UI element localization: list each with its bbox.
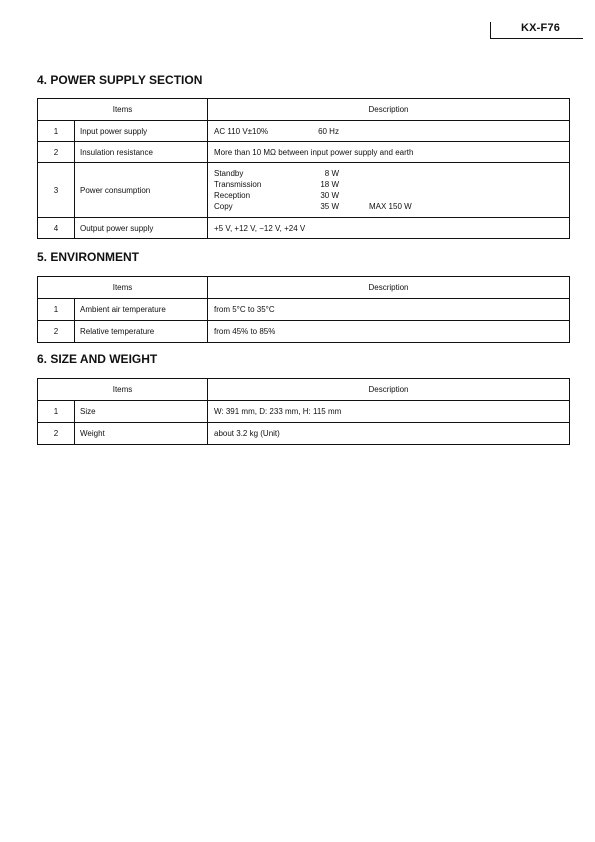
table-row xyxy=(38,218,570,239)
pc-value: 35 W xyxy=(320,202,339,211)
row-item: Weight xyxy=(75,423,208,445)
row-number: 3 xyxy=(38,163,75,218)
power-consumption-list xyxy=(214,167,569,213)
row-item: Size xyxy=(75,401,208,423)
row-item: Output power supply xyxy=(75,218,208,239)
pc-extra xyxy=(339,168,414,179)
col-header-items: Items xyxy=(38,277,208,299)
row-number: 4 xyxy=(38,218,75,239)
row-description: from 45% to 85% xyxy=(208,321,570,343)
pc-label: Reception xyxy=(214,191,251,200)
row-item: Relative temperature xyxy=(75,321,208,343)
power-supply-table xyxy=(37,98,570,239)
row-number: 1 xyxy=(38,401,75,423)
model-number: KX-F76 xyxy=(521,22,561,34)
row-description xyxy=(208,121,570,142)
row-description: W: 391 mm, D: 233 mm, H: 115 mm xyxy=(208,401,570,423)
col-header-items: Items xyxy=(38,99,208,121)
pc-value: 18 W xyxy=(320,180,339,189)
environment-table xyxy=(37,276,570,343)
row-number: 1 xyxy=(38,121,75,142)
pc-label: Copy xyxy=(214,202,233,211)
pc-extra xyxy=(339,190,414,201)
table-row xyxy=(38,401,570,423)
col-header-description: Description xyxy=(208,379,570,401)
row-description: +5 V, +12 V, −12 V, +24 V xyxy=(208,218,570,239)
row-number: 2 xyxy=(38,423,75,445)
table-row xyxy=(38,321,570,343)
pc-label: Standby xyxy=(214,169,244,178)
pc-value: 8 W xyxy=(324,169,339,178)
pc-label: Transmission xyxy=(214,180,262,189)
table-header-row xyxy=(38,99,570,121)
pc-max: MAX 150 W xyxy=(369,202,412,211)
size-weight-table xyxy=(37,378,570,445)
row-number: 2 xyxy=(38,142,75,163)
row-item: Power consumption xyxy=(75,163,208,218)
section-title-power: 4. POWER SUPPLY SECTION xyxy=(37,73,203,87)
desc-voltage: AC 110 V±10% xyxy=(214,126,269,136)
table-header-row xyxy=(38,277,570,299)
row-item: Input power supply xyxy=(75,121,208,142)
row-description: about 3.2 kg (Unit) xyxy=(208,423,570,445)
table-row xyxy=(38,299,570,321)
table-row xyxy=(38,121,570,142)
col-header-description: Description xyxy=(208,277,570,299)
desc-frequency: 60 Hz xyxy=(318,126,339,136)
col-header-description: Description xyxy=(208,99,570,121)
pc-value: 30 W xyxy=(320,191,339,200)
table-header-row xyxy=(38,379,570,401)
table-row xyxy=(38,423,570,445)
section-title-size-weight: 6. SIZE AND WEIGHT xyxy=(37,352,158,366)
row-description xyxy=(208,163,570,218)
row-description: from 5°C to 35°C xyxy=(208,299,570,321)
row-item: Insulation resistance xyxy=(75,142,208,163)
table-row xyxy=(38,163,570,218)
row-item: Ambient air temperature xyxy=(75,299,208,321)
pc-extra xyxy=(339,179,414,190)
col-header-items: Items xyxy=(38,379,208,401)
row-number: 1 xyxy=(38,299,75,321)
section-title-environment: 5. ENVIRONMENT xyxy=(37,250,140,264)
row-description: More than 10 MΩ between input power supply and earth xyxy=(208,142,570,163)
table-row xyxy=(38,142,570,163)
row-number: 2 xyxy=(38,321,75,343)
